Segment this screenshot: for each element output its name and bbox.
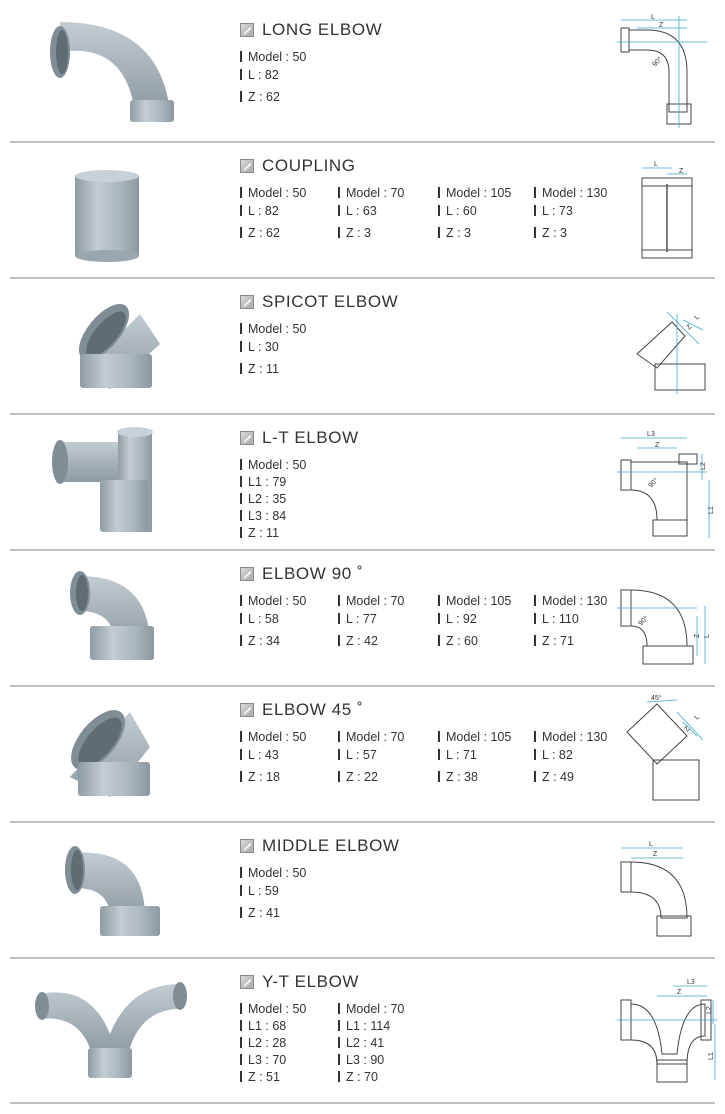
bullet-bar-icon [240,323,242,334]
svg-text:L1: L1 [708,506,715,514]
spec-text: L : 63 [346,204,377,218]
spec-row [438,226,471,240]
spec-text: Z : 41 [248,906,280,920]
spec-model [438,186,511,200]
spec-text: L : 110 [542,612,579,626]
elbow-45-icon [30,692,200,822]
spec-row [338,612,377,626]
spec-text: Model : 50 [248,186,307,200]
spec-text: Model : 50 [248,594,307,608]
product-title [240,18,382,42]
spec-text: Z : 3 [346,226,372,240]
bullet-bar-icon [240,527,242,538]
spec-text: Model : 130 [542,594,608,608]
square-bullet-icon [240,295,254,309]
section-divider [10,821,715,823]
product-title [240,698,363,722]
bullet-bar-icon [240,51,242,62]
bullet-bar-icon [534,227,536,238]
spec-row [240,884,279,898]
spec-model [438,730,511,744]
bullet-bar-icon [240,907,242,918]
spec-row [438,770,478,784]
spec-text: L : 43 [248,748,279,762]
spec-text: Z : 60 [446,634,478,648]
product-title [240,562,363,586]
bullet-bar-icon [438,749,440,760]
bullet-bar-icon [438,227,440,238]
svg-text:Z: Z [679,168,684,175]
bullet-bar-icon [240,749,242,760]
spec-text: L2 : 28 [248,1036,287,1050]
spec-row [240,90,280,104]
spec-text: L : 60 [446,204,477,218]
svg-text:L2: L2 [700,462,707,470]
elbow-90-icon [30,556,200,686]
bullet-bar-icon [534,771,536,782]
spec-text: Z : 3 [446,226,472,240]
product-section [0,964,725,1104]
square-bullet-icon [240,431,254,445]
spec-row [338,634,378,648]
section-divider [10,277,715,279]
bullet-bar-icon [240,885,242,896]
bullet-bar-icon [240,363,242,374]
svg-text:L: L [693,713,702,722]
spec-row [534,204,573,218]
spec-row [338,204,377,218]
spec-text: Model : 50 [248,50,307,64]
spec-text: Z : 34 [248,634,280,648]
svg-text:90°: 90° [637,614,650,628]
spec-model [240,50,306,64]
spec-text: Model : 70 [346,730,405,744]
spec-text: Z : 3 [542,226,568,240]
dimension-diagram [617,420,717,550]
bullet-bar-icon [438,595,440,606]
long-elbow-icon [30,12,200,142]
spec-text: L : 30 [248,340,279,354]
spec-row [338,1070,378,1084]
svg-text:Z: Z [683,725,692,734]
spec-model [240,1002,306,1016]
bullet-bar-icon [534,187,536,198]
spec-model [534,594,607,608]
spec-row [240,509,286,523]
spec-text: L : 73 [542,204,573,218]
spec-row [240,1036,286,1050]
bullet-bar-icon [240,1071,242,1082]
spec-row [534,612,579,626]
spec-text: Z : 49 [542,770,574,784]
spec-text: L : 58 [248,612,279,626]
bullet-bar-icon [240,613,242,624]
product-name: COUPLING [262,156,356,175]
spec-text: L : 92 [446,612,477,626]
section-divider [10,1102,715,1104]
bullet-bar-icon [438,635,440,646]
svg-text:Z: Z [685,323,694,332]
middle-elbow-icon [30,828,200,958]
spec-row [240,362,279,376]
spec-row [240,906,280,920]
bullet-bar-icon [338,227,340,238]
spec-text: L3 : 70 [248,1053,287,1067]
coupling-icon [30,148,200,278]
svg-text:45°: 45° [651,695,662,702]
spec-text: Model : 105 [446,730,512,744]
svg-text:L3: L3 [687,979,695,986]
dimension-diagram [617,12,717,142]
spec-row [240,770,280,784]
bullet-bar-icon [240,635,242,646]
bullet-bar-icon [534,595,536,606]
product-name: ELBOW 90 ˚ [262,564,364,583]
product-section [0,148,725,279]
bullet-bar-icon [338,749,340,760]
product-name: MIDDLE ELBOW [262,836,400,855]
spec-row [338,1053,384,1067]
dimension-diagram [617,828,717,958]
bullet-bar-icon [240,1003,242,1014]
spec-row [240,612,279,626]
square-bullet-icon [240,23,254,37]
spec-text: Model : 70 [346,1002,405,1016]
spec-text: Model : 105 [446,594,512,608]
yt-elbow-icon [30,964,200,1094]
product-section [0,556,725,687]
bullet-bar-icon [534,635,536,646]
spec-row [438,748,477,762]
spec-text: L : 82 [248,68,279,82]
spec-row [240,340,279,354]
spec-text: Model : 70 [346,594,405,608]
spec-text: L1 : 68 [248,1019,287,1033]
spec-model [240,458,306,472]
bullet-bar-icon [534,613,536,624]
svg-text:L2: L2 [706,1006,713,1014]
svg-text:L: L [654,161,658,168]
svg-text:90°: 90° [651,55,664,69]
spec-model [534,730,607,744]
product-section [0,828,725,959]
bullet-bar-icon [240,459,242,470]
spec-text: L : 77 [346,612,377,626]
spec-row [240,1070,280,1084]
spec-row [240,68,279,82]
spec-model [338,594,404,608]
spec-text: L1 : 114 [346,1019,391,1033]
bullet-bar-icon [240,187,242,198]
product-name: L-T ELBOW [262,428,359,447]
spec-model [240,594,306,608]
bullet-bar-icon [338,1020,340,1031]
bullet-bar-icon [438,771,440,782]
svg-text:L: L [649,841,653,848]
svg-text:L: L [704,634,711,638]
spec-row [240,226,280,240]
spec-text: Model : 70 [346,186,405,200]
spec-row [240,1019,286,1033]
bullet-bar-icon [338,731,340,742]
spec-row [438,634,478,648]
bullet-bar-icon [338,1054,340,1065]
square-bullet-icon [240,567,254,581]
spec-model [438,594,511,608]
square-bullet-icon [240,159,254,173]
spec-text: L3 : 90 [346,1053,385,1067]
svg-text:Z: Z [653,851,658,858]
bullet-bar-icon [240,1037,242,1048]
spec-text: Z : 18 [248,770,280,784]
spec-text: Z : 11 [248,526,280,540]
spec-row [338,748,377,762]
spec-row [338,1019,390,1033]
bullet-bar-icon [534,731,536,742]
spec-row [240,1053,286,1067]
spec-model [338,186,404,200]
spec-text: L : 82 [542,748,573,762]
bullet-bar-icon [240,595,242,606]
product-name: ELBOW 45 ˚ [262,700,364,719]
spec-text: L : 71 [446,748,477,762]
section-divider [10,685,715,687]
bullet-bar-icon [240,91,242,102]
bullet-bar-icon [534,205,536,216]
spec-text: Model : 50 [248,1002,307,1016]
product-title [240,154,356,178]
section-divider [10,141,715,143]
section-divider [10,549,715,551]
spec-model [338,1002,404,1016]
product-title [240,970,359,994]
spec-text: Model : 105 [446,186,512,200]
square-bullet-icon [240,839,254,853]
spec-text: L : 82 [248,204,279,218]
lt-elbow-icon [30,420,200,550]
svg-text:L3: L3 [647,431,655,438]
bullet-bar-icon [438,187,440,198]
product-name: SPICOT ELBOW [262,292,399,311]
bullet-bar-icon [338,613,340,624]
bullet-bar-icon [438,613,440,624]
spigot-elbow-icon [30,284,200,414]
bullet-bar-icon [240,493,242,504]
product-title [240,426,359,450]
product-name: LONG ELBOW [262,20,383,39]
spec-text: Z : 62 [248,90,280,104]
spec-text: Model : 50 [248,322,307,336]
spec-row [240,748,279,762]
product-title [240,834,400,858]
svg-text:Z: Z [694,633,701,638]
spec-text: L3 : 84 [248,509,287,523]
spec-model [338,730,404,744]
bullet-bar-icon [240,867,242,878]
bullet-bar-icon [438,205,440,216]
product-section [0,12,725,143]
bullet-bar-icon [240,227,242,238]
spec-row [240,492,286,506]
svg-text:L: L [693,313,702,322]
spec-row [534,770,574,784]
spec-text: L : 59 [248,884,279,898]
svg-text:Z: Z [655,442,660,449]
bullet-bar-icon [534,749,536,760]
spec-text: Model : 130 [542,186,608,200]
product-section [0,692,725,823]
spec-row [534,634,574,648]
bullet-bar-icon [338,595,340,606]
spec-row [338,1036,384,1050]
spec-text: Z : 42 [346,634,378,648]
spec-text: L2 : 35 [248,492,287,506]
spec-row [240,475,286,489]
spec-text: Model : 50 [248,866,307,880]
bullet-bar-icon [338,1003,340,1014]
svg-text:90°: 90° [647,476,660,490]
spec-text: L : 57 [346,748,377,762]
spec-text: Z : 38 [446,770,478,784]
dimension-diagram [617,284,717,414]
spec-model [240,730,306,744]
svg-text:L: L [651,14,655,21]
spec-text: Model : 50 [248,730,307,744]
bullet-bar-icon [338,1037,340,1048]
spec-row [534,748,573,762]
bullet-bar-icon [240,771,242,782]
bullet-bar-icon [240,510,242,521]
spec-row [534,226,567,240]
section-divider [10,413,715,415]
product-title [240,290,398,314]
spec-model [240,866,306,880]
spec-text: Z : 11 [248,362,280,376]
spec-row [338,226,371,240]
spec-row [240,204,279,218]
bullet-bar-icon [338,187,340,198]
svg-text:L1: L1 [708,1052,715,1060]
spec-text: Z : 70 [346,1070,378,1084]
section-divider [10,957,715,959]
bullet-bar-icon [338,771,340,782]
spec-text: Z : 51 [248,1070,280,1084]
spec-text: L2 : 41 [346,1036,385,1050]
spec-row [240,526,279,540]
bullet-bar-icon [240,1054,242,1065]
svg-text:Z: Z [677,989,682,996]
spec-model [534,186,607,200]
product-section [0,420,725,551]
bullet-bar-icon [338,635,340,646]
spec-row [240,634,280,648]
spec-text: Model : 130 [542,730,608,744]
spec-text: Z : 22 [346,770,378,784]
product-name: Y-T ELBOW [262,972,360,991]
dimension-diagram [617,148,717,278]
spec-row [438,612,477,626]
bullet-bar-icon [240,476,242,487]
bullet-bar-icon [240,341,242,352]
spec-model [240,186,306,200]
square-bullet-icon [240,975,254,989]
spec-row [438,204,477,218]
spec-text: Model : 50 [248,458,307,472]
spec-model [240,322,306,336]
spec-row [338,770,378,784]
svg-text:Z: Z [659,22,664,29]
spec-text: L1 : 79 [248,475,287,489]
bullet-bar-icon [240,69,242,80]
dimension-diagram [617,964,717,1094]
bullet-bar-icon [338,1071,340,1082]
square-bullet-icon [240,703,254,717]
bullet-bar-icon [438,731,440,742]
bullet-bar-icon [240,731,242,742]
spec-text: Z : 62 [248,226,280,240]
bullet-bar-icon [240,205,242,216]
product-section [0,284,725,415]
dimension-diagram [617,556,717,686]
bullet-bar-icon [338,205,340,216]
dimension-diagram [617,692,717,822]
bullet-bar-icon [240,1020,242,1031]
spec-text: Z : 71 [542,634,574,648]
